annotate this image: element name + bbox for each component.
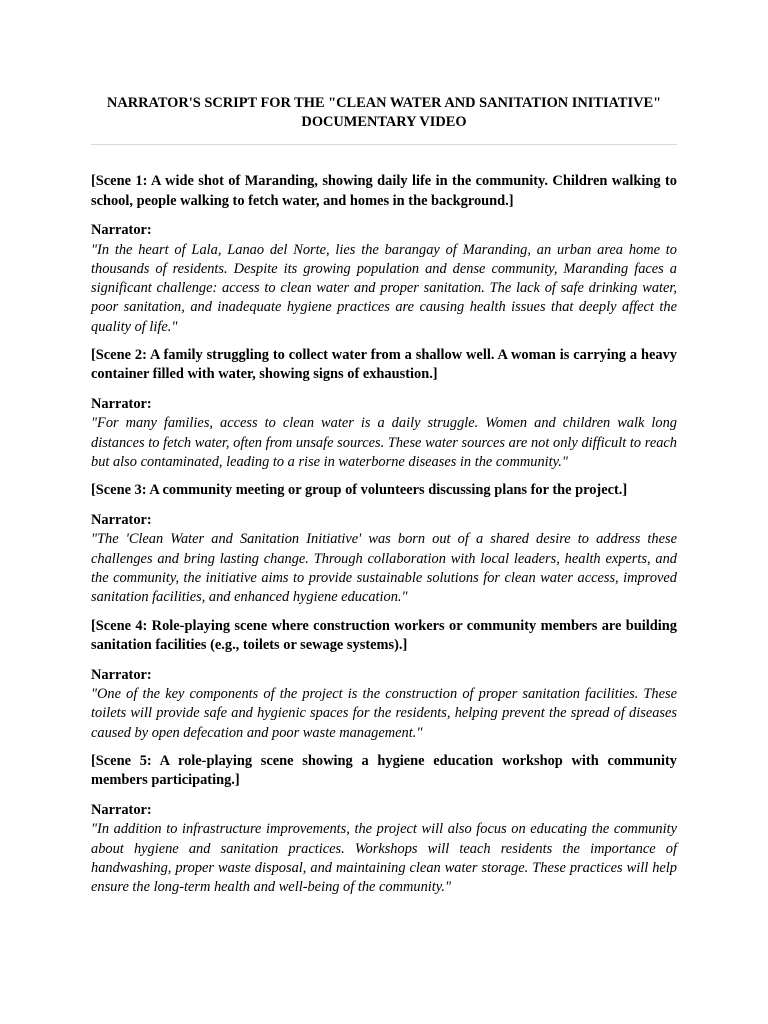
- title-line-2: DOCUMENTARY VIDEO: [301, 113, 467, 130]
- scene-5: [91, 752, 677, 898]
- scene-heading: [Scene 3: A community meeting or group of volunteers discussing plans for the project.]: [91, 482, 628, 499]
- narrator-label: Narrator:: [91, 222, 152, 238]
- scene-heading: [Scene 5: A role-playing scene showing a hygiene education workshop with community members participating.]: [91, 752, 677, 789]
- scene-3: [91, 481, 677, 607]
- scene-heading: [Scene 4: Role-playing scene where construction workers or community members are building sanitation facilities (e.g., toilets or sewage systems).]: [91, 617, 677, 654]
- narrator-label: Narrator:: [91, 666, 152, 683]
- narrator-label: Narrator:: [91, 511, 152, 528]
- narration-text: "In the heart of Lala, Lanao del Norte, lies the barangay of Maranding, an urban area home to thousands of residents. Despite its growing population and dense community, Maranding faces a significant challenge: access to clean water and proper sanitation. The lack of safe drinking water, poor sanitation, and inadequate hygiene practices are causing health issues that deeply affect the quality of life.": [91, 241, 677, 335]
- narration-text: "In addition to infrastructure improvements, the project will also focus on educating the community about hygiene and sanitation practices. Workshops will teach residents the importance of handwashing, proper waste disposal, and maintaining clean water storage. These practices will help ensure the long-term health and well-being of the community.": [91, 821, 677, 896]
- scene-1: [91, 172, 677, 337]
- narration-text: "The 'Clean Water and Sanitation Initiative' was born out of a shared desire to address these challenges and bring lasting change. Through collaboration with local leaders, health experts, and the community, the initiative aims to provide sustainable solutions for clean water access, improved sanitation facilities, and enhanced hygiene education.": [91, 531, 677, 606]
- scene-4: [91, 617, 677, 743]
- document-title: [91, 94, 677, 144]
- title-divider: [91, 144, 677, 145]
- scene-heading: [Scene 1: A wide shot of Maranding, showing daily life in the community. Children walking to school, people walking to fetch water, and homes in the background.]: [91, 173, 677, 209]
- scene-heading: [Scene 2: A family struggling to collect water from a shallow well. A woman is carrying a heavy container filled with water, showing signs of exhaustion.]: [91, 346, 677, 383]
- scene-2: [91, 346, 677, 472]
- title-line-1: NARRATOR'S SCRIPT FOR THE "CLEAN WATER AND SANITATION INITIATIVE": [106, 95, 662, 111]
- narration-text: "For many families, access to clean water is a daily struggle. Women and children walk long distances to fetch water, often from unsafe sources. These water sources are not only difficult to reach but also contaminated, leading to a rise in waterborne diseases in the community.": [91, 415, 677, 471]
- narration-text: "One of the key components of the project is the construction of proper sanitation facilities. These toilets will provide safe and hygienic spaces for the residents, helping prevent the spread of diseases caused by open defecation and poor waste management.": [91, 686, 677, 741]
- narrator-label: Narrator:: [91, 395, 152, 412]
- narrator-label: Narrator:: [91, 801, 152, 818]
